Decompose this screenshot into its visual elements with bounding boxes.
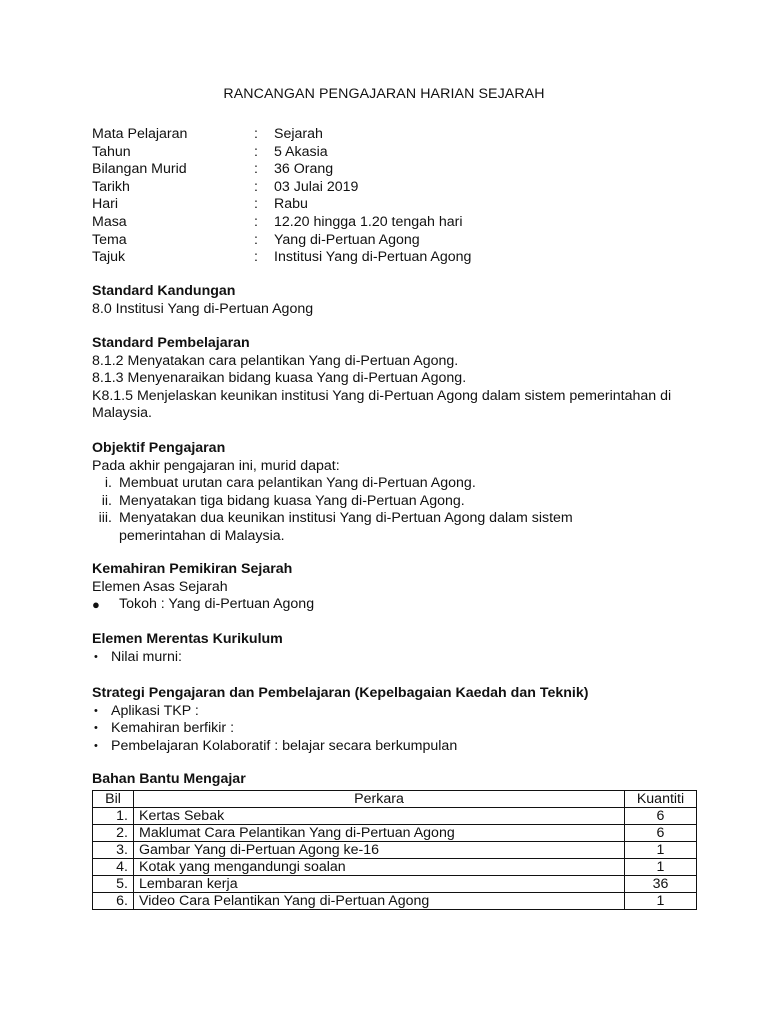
info-colon: :	[254, 213, 258, 230]
list-text: Nilai murni:	[111, 648, 182, 665]
cell-kuantiti: 6	[625, 808, 697, 825]
cell-perkara: Gambar Yang di-Pertuan Agong ke-16	[134, 842, 625, 859]
info-colon: :	[254, 178, 258, 195]
cell-kuantiti: 1	[625, 842, 697, 859]
info-value: 36 Orang	[274, 161, 334, 178]
cell-bil: 4.	[93, 859, 134, 876]
section-line: Malaysia.	[92, 405, 152, 422]
list-number: iii.	[98, 510, 112, 527]
cell-bil: 1.	[93, 808, 134, 825]
list-item	[92, 738, 588, 756]
list-item	[92, 649, 283, 667]
info-label: Masa	[92, 213, 127, 230]
section-kemahiran	[92, 561, 314, 614]
bbm-table	[92, 790, 697, 910]
list-item	[92, 493, 712, 511]
column-header-kuantiti: Kuantiti	[625, 791, 697, 808]
cell-bil: 3.	[93, 842, 134, 859]
cell-kuantiti: 1	[625, 859, 697, 876]
list-item	[92, 475, 712, 493]
section-heading: Standard Pembelajaran	[92, 335, 250, 351]
table-row	[93, 859, 697, 876]
document-title: RANCANGAN PENGAJARAN HARIAN SEJARAH	[223, 86, 545, 102]
cell-bil: 6.	[93, 893, 134, 910]
info-colon: :	[254, 161, 258, 178]
bullet-icon: •	[94, 704, 98, 717]
list-text: Membuat urutan cara pelantikan Yang di-Pertuan Agong.	[119, 475, 476, 491]
cell-bil: 5.	[93, 876, 134, 893]
table-row	[93, 842, 697, 859]
list-text: Menyatakan dua keunikan institusi Yang di-Pertuan Agong dalam sistem pemerintahan di Malaysia.	[119, 510, 573, 544]
info-colon: :	[254, 126, 258, 142]
cell-kuantiti: 1	[625, 893, 697, 910]
info-label: Tema	[92, 231, 127, 248]
list-text: Kemahiran berfikir :	[111, 720, 235, 737]
cell-perkara: Video Cara Pelantikan Yang di-Pertuan Agong	[134, 893, 625, 910]
table-row	[93, 825, 697, 842]
info-value: Institusi Yang di-Pertuan Agong	[274, 249, 472, 266]
section-heading: Strategi Pengajaran dan Pembelajaran (Kepelbagaian Kaedah dan Teknik)	[92, 685, 589, 701]
section-line: 8.1.2 Menyatakan cara pelantikan Yang di-Pertuan Agong.	[92, 352, 459, 369]
list-item	[92, 703, 588, 721]
section-standard-pembelajaran	[92, 335, 671, 423]
table-row	[93, 876, 697, 893]
info-colon: :	[254, 249, 258, 266]
list-item	[92, 510, 712, 545]
info-value: 5 Akasia	[274, 143, 328, 160]
info-colon: :	[254, 231, 258, 248]
cell-kuantiti: 6	[625, 825, 697, 842]
section-emk	[92, 631, 283, 666]
list-number: ii.	[101, 492, 112, 509]
bullet-icon: •	[94, 739, 98, 752]
section-bbm	[92, 771, 246, 789]
list-text: Aplikasi TKP :	[111, 702, 199, 719]
table-header-row	[93, 791, 697, 808]
info-value: Sejarah	[274, 126, 323, 142]
bullet-icon: •	[94, 722, 98, 735]
info-colon: :	[254, 143, 258, 160]
list-number: i.	[104, 475, 112, 491]
cell-perkara: Kotak yang mengandungi soalan	[134, 859, 625, 876]
cell-perkara: Maklumat Cara Pelantikan Yang di-Pertuan Agong	[134, 825, 625, 842]
info-value: Rabu	[274, 196, 308, 213]
section-standard-kandungan	[92, 283, 313, 318]
list-item	[92, 720, 588, 738]
cell-perkara: Lembaran kerja	[134, 876, 625, 893]
cell-bil: 2.	[93, 825, 134, 842]
table-row	[93, 808, 697, 825]
section-heading: Bahan Bantu Mengajar	[92, 771, 246, 787]
section-heading: Elemen Merentas Kurikulum	[92, 631, 283, 647]
list-item	[92, 596, 314, 614]
section-text: 8.0 Institusi Yang di-Pertuan Agong	[92, 300, 314, 317]
info-label: Tarikh	[92, 178, 130, 195]
section-strategi	[92, 685, 588, 755]
info-label: Mata Pelajaran	[92, 126, 188, 142]
info-value: 03 Julai 2019	[274, 178, 359, 195]
info-label: Bilangan Murid	[92, 161, 187, 178]
column-header-bil: Bil	[93, 791, 134, 808]
objektif-list	[92, 475, 712, 545]
section-line: K8.1.5 Menjelaskan keunikan institusi Yang di-Pertuan Agong dalam sistem pemerintahan di	[92, 387, 672, 404]
cell-perkara: Kertas Sebak	[134, 808, 625, 825]
list-text: Tokoh : Yang di-Pertuan Agong	[119, 596, 315, 613]
info-label: Hari	[92, 196, 119, 213]
section-intro: Pada akhir pengajaran ini, murid dapat:	[92, 457, 340, 474]
section-heading: Standard Kandungan	[92, 283, 236, 299]
cell-kuantiti: 36	[625, 876, 697, 893]
section-objektif-heading	[92, 440, 340, 475]
info-label: Tahun	[92, 143, 131, 160]
section-heading: Kemahiran Pemikiran Sejarah	[92, 561, 293, 577]
info-value: 12.20 hingga 1.20 tengah hari	[274, 213, 463, 230]
section-sub: Elemen Asas Sejarah	[92, 578, 228, 595]
section-heading: Objektif Pengajaran	[92, 440, 226, 456]
column-header-perkara: Perkara	[134, 791, 625, 808]
list-text: Menyatakan tiga bidang kuasa Yang di-Pertuan Agong.	[119, 492, 465, 509]
bullet-icon: •	[94, 650, 98, 663]
list-text: Pembelajaran Kolaboratif : belajar secara berkumpulan	[111, 737, 458, 754]
bullet-icon: ●	[92, 597, 100, 613]
info-colon: :	[254, 196, 258, 213]
table-row	[93, 893, 697, 910]
info-label: Tajuk	[92, 249, 126, 266]
section-line: 8.1.3 Menyenaraikan bidang kuasa Yang di-Pertuan Agong.	[92, 370, 467, 387]
info-value: Yang di-Pertuan Agong	[274, 231, 420, 248]
